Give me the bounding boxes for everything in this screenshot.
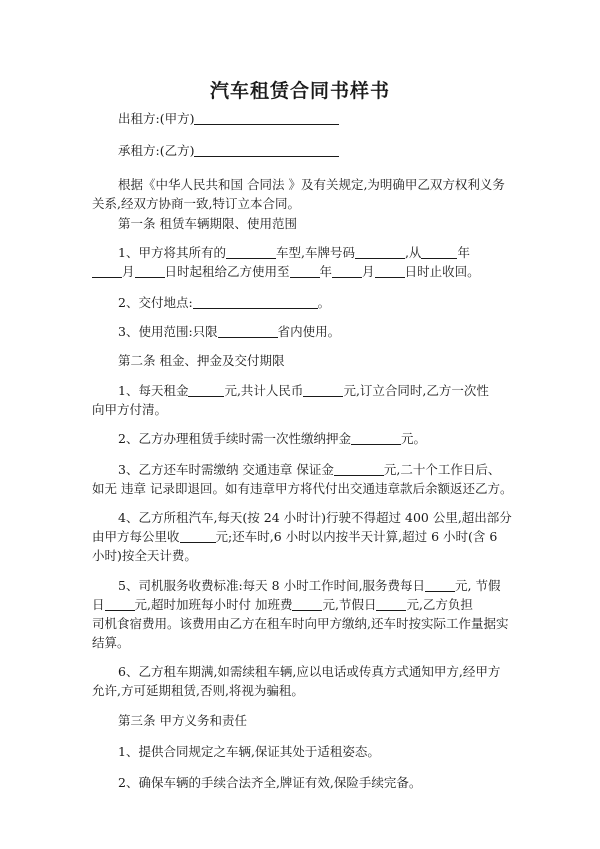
article2-item3-line2: 如无 违章 记录即退回。如有违章甲方将代付出交通违章款后余额返还乙方。 <box>92 481 513 496</box>
text-segment: 月 <box>122 264 135 279</box>
article2-item6-line1: 6、乙方租车期满,如需续租车辆,应以电话或传真方式通知甲方,经甲方 <box>118 664 501 679</box>
text-segment: 日时止收回。 <box>404 264 480 279</box>
text-segment: ,从 <box>404 245 422 260</box>
intro-line-2: 关系,经双方协商一致,特订立本合同。 <box>92 196 300 211</box>
text-segment: 5、司机服务收费标准:每天 8 小时工作时间,服务费每日 <box>118 578 426 593</box>
text-segment: 省内使用。 <box>277 324 341 339</box>
article1-item3 <box>118 321 538 343</box>
article2-item2 <box>118 428 538 450</box>
text-segment: 3、使用范围:只限 <box>118 324 218 339</box>
province-blank <box>218 323 278 338</box>
text-segment: 2、交付地点: <box>118 295 193 310</box>
text-segment: 1、每天租金 <box>118 383 189 398</box>
article2-heading: 第二条 租金、押金及交付期限 <box>118 353 285 368</box>
text-segment: 2、乙方办理租赁手续时需一次性缴纳押金 <box>118 431 351 446</box>
article3-item1: 1、提供合同规定之车辆,保证其处于适租姿态。 <box>118 744 380 759</box>
holiday-overtime-fee-blank <box>376 596 406 611</box>
text-segment: 元,乙方负担 <box>406 597 473 612</box>
start-month-blank <box>92 263 122 278</box>
article1-item2 <box>118 292 538 314</box>
daily-service-fee-blank <box>425 577 455 592</box>
text-segment: 日时起租给乙方使用至 <box>164 264 290 279</box>
text-segment: 。 <box>317 295 331 310</box>
end-month-blank <box>332 263 362 278</box>
article1-item1-line2 <box>92 261 512 283</box>
text-segment: 元,订立合同时,乙方一次性 <box>343 383 489 398</box>
article2-item5-line4: 结算。 <box>92 635 130 650</box>
article2-item1-line2: 向甲方付清。 <box>92 402 168 417</box>
overtime-fee-blank <box>292 596 322 611</box>
text-segment: 年 <box>457 245 470 260</box>
per-km-fee-blank <box>180 528 216 543</box>
violation-deposit-blank <box>334 461 384 476</box>
text-segment: 月 <box>362 264 375 279</box>
start-year-blank <box>421 244 457 259</box>
delivery-location-blank <box>193 294 318 309</box>
article2-item4-line1: 4、乙方所租汽车,每天(按 24 小时计)行驶不得超过 400 公里,超出部分 <box>118 510 512 525</box>
end-year-blank <box>290 263 320 278</box>
text-segment: 元,二十个工作日后、 <box>383 462 501 477</box>
article2-item5-line3: 司机食宿费用。该费用由乙方在租车时向甲方缴纳,还车时按实际工作量据实 <box>92 616 509 631</box>
lessor-line <box>118 108 538 130</box>
holiday-fee-blank <box>105 596 135 611</box>
text-segment: 元,共计人民币 <box>224 383 304 398</box>
text-segment: 1、甲方将其所有的 <box>118 245 226 260</box>
text-segment: 元,节假日 <box>322 597 377 612</box>
plate-number-blank <box>355 244 405 259</box>
deposit-blank <box>351 430 401 445</box>
text-segment: 车型,车牌号码 <box>275 245 355 260</box>
lessor-label: 出租方:(甲方) <box>118 111 195 126</box>
start-day-blank <box>135 263 165 278</box>
article3-item2: 2、确保车辆的手续合法齐全,牌证有效,保险手续完备。 <box>118 775 422 790</box>
daily-rent-blank <box>188 382 224 397</box>
text-segment: 元;还车时,6 小时以内按半天计算,超过 6 小时(含 6 <box>215 529 498 544</box>
lessor-blank <box>194 110 339 125</box>
text-segment: 元。 <box>400 431 426 446</box>
text-segment: 元,超时加班每小时付 加班费 <box>134 597 293 612</box>
lessee-blank <box>194 142 339 157</box>
lessee-label: 承租方:(乙方) <box>118 143 195 158</box>
text-segment: 年 <box>319 264 333 279</box>
text-segment: 元, 节假 <box>455 578 501 593</box>
article2-item6-line2: 允许,方可延期租赁,否则,将视为骗租。 <box>92 683 304 698</box>
text-segment: 由甲方每公里收 <box>92 529 180 544</box>
total-rent-blank <box>303 382 343 397</box>
text-segment: 日 <box>92 597 105 612</box>
intro-line-1: 根据《中华人民共和国 合同法 》及有关规定,为明确甲乙双方权利义务 <box>118 177 505 192</box>
end-day-blank <box>375 263 405 278</box>
car-model-blank <box>226 244 276 259</box>
lessee-line <box>118 140 538 162</box>
article3-heading: 第三条 甲方义务和责任 <box>118 713 247 728</box>
document-title: 汽车租赁合同书样书 <box>209 80 390 102</box>
text-segment: 3、乙方还车时需缴纳 交通违章 保证金 <box>118 462 334 477</box>
article1-heading: 第一条 租赁车辆期限、使用范围 <box>118 216 297 231</box>
article2-item4-line3: 小时)按全天计费。 <box>92 548 197 563</box>
